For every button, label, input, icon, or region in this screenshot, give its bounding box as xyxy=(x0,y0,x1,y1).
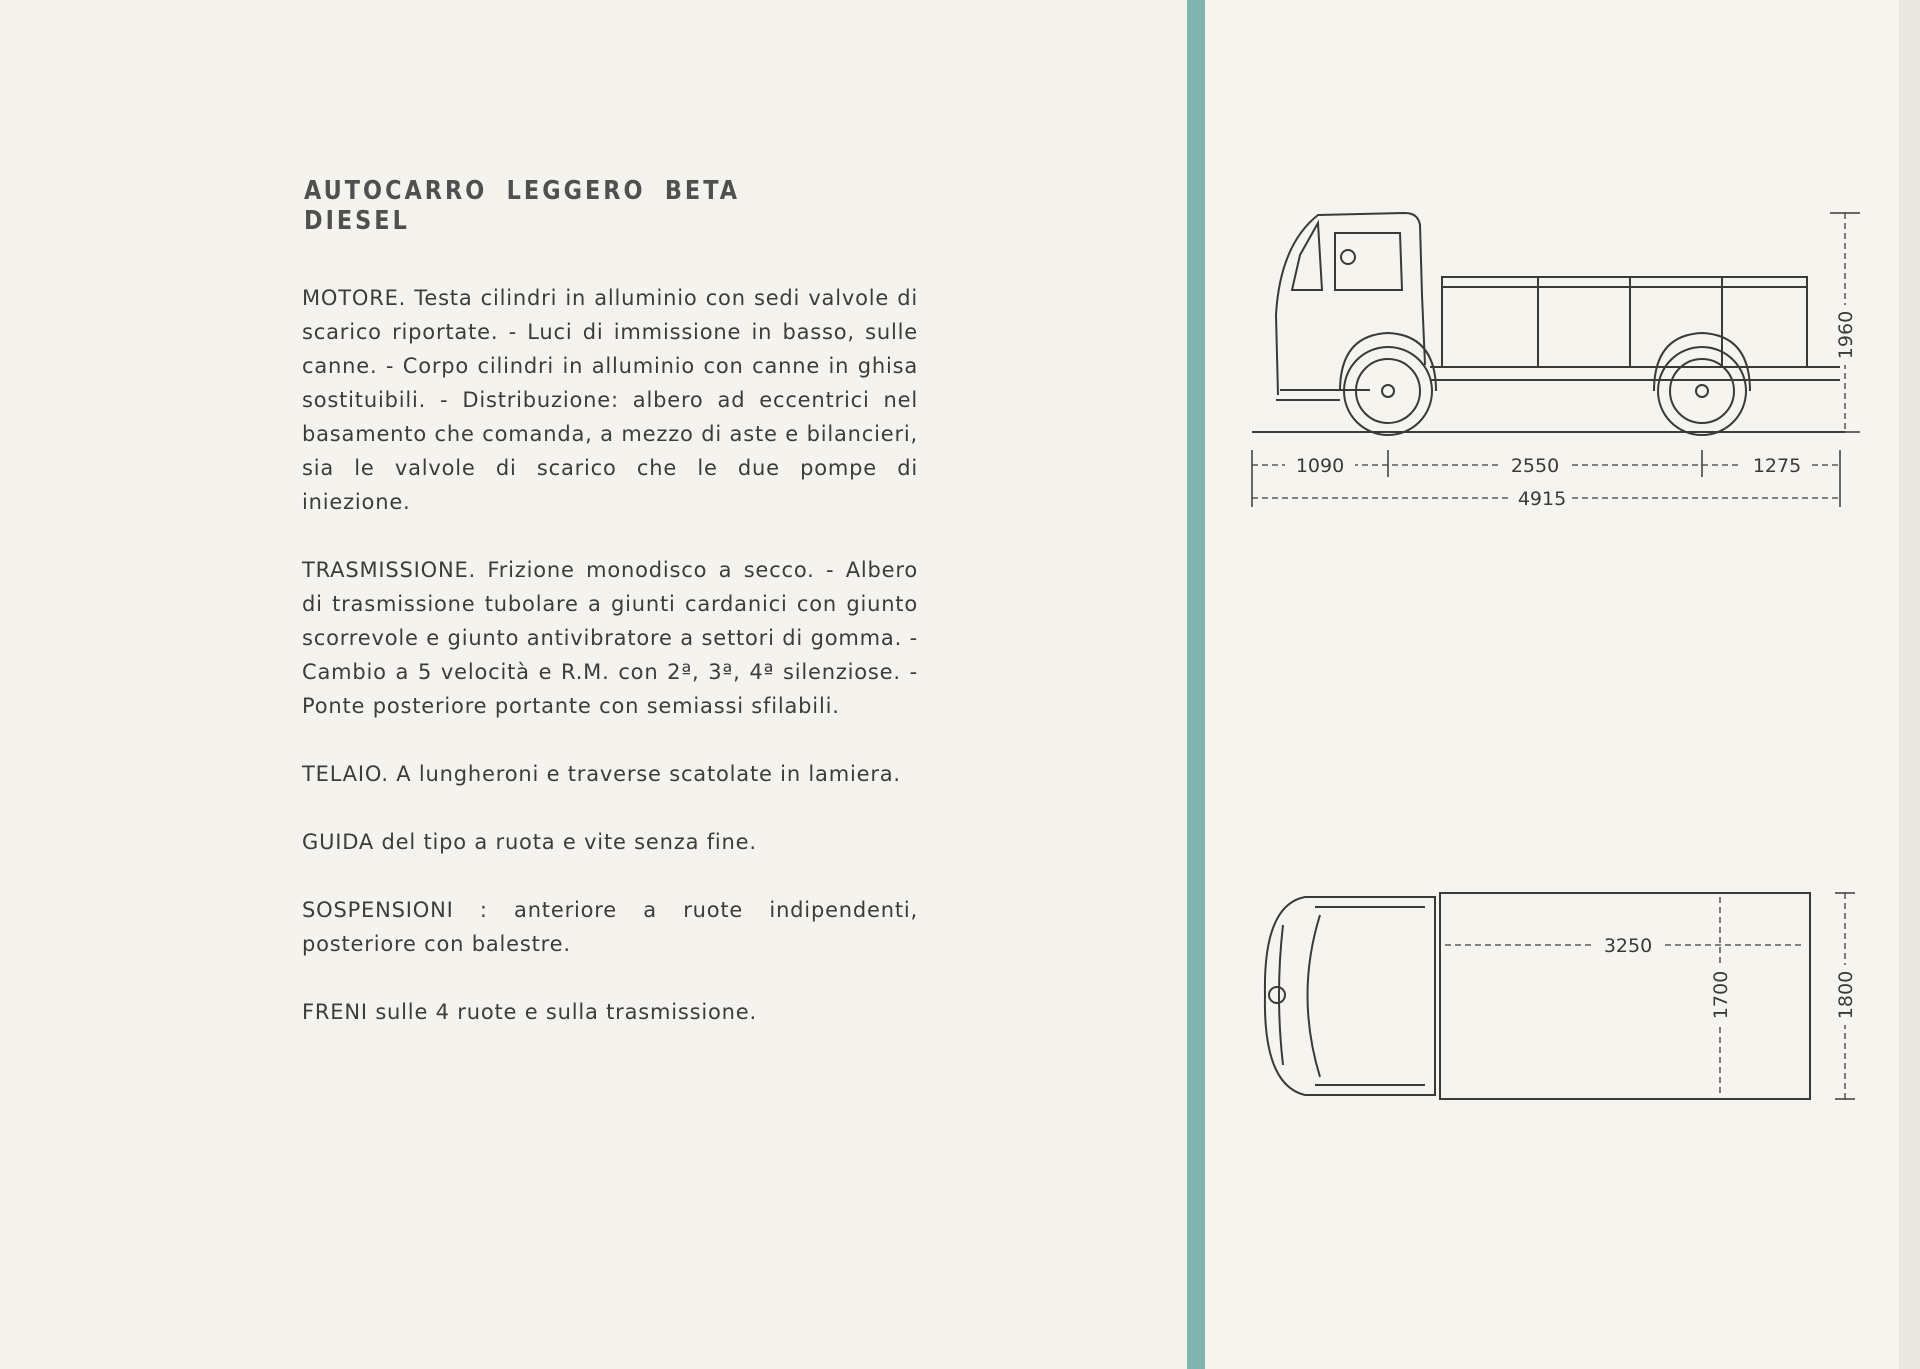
spec-motore-text: Testa cilindri in alluminio con sedi valvole di scarico riportate. - Luci di immissione in basso, sulle canne. - Corpo cilindri in alluminio con canne in ghisa sostituibili. - Distribuzione: albero ad eccentrici nel basamento che comanda, a mezzo di aste e bilancieri, sia le valvole di scarico che le due pompe di iniezione. xyxy=(302,286,918,514)
hood-line xyxy=(1279,925,1283,1065)
dim-rear-overhang: 1275 xyxy=(1752,455,1802,477)
dim-overall-width: 1800 xyxy=(1835,970,1857,1020)
spec-freni-text: sulle 4 ruote e sulla trasmissione. xyxy=(367,1000,757,1024)
teal-stripe xyxy=(1187,0,1205,1369)
side-window xyxy=(1335,233,1402,290)
side-view-drawing xyxy=(1240,195,1880,525)
spec-telaio-text: A lungheroni e traverse scatolate in lamiera. xyxy=(388,762,901,786)
dim-body-width: 1700 xyxy=(1710,970,1732,1020)
rear-wheel-tire xyxy=(1658,347,1746,435)
side-view-svg xyxy=(1240,195,1880,525)
dim-overall-length: 4915 xyxy=(1517,488,1567,510)
cab-top-outline xyxy=(1265,897,1435,1095)
spec-guida-label: GUIDA xyxy=(302,830,375,854)
spec-trasmissione-label: TRASMISSIONE. xyxy=(302,558,477,582)
spec-freni xyxy=(302,995,918,1029)
top-view-svg xyxy=(1255,885,1875,1125)
spec-text xyxy=(302,281,918,1063)
dim-height: 1960 xyxy=(1835,310,1857,360)
spec-trasmissione-text: Frizione monodisco a secco. - Albero di trasmissione tubolare a giunti cardanici con giunto scorrevole e giunto antivibratore a settori di gomma. - Cambio a 5 velocità e R.M. con 2ª, 3ª, 4ª silenziose. - Ponte posteriore portante con semiassi sfilabili. xyxy=(302,558,918,718)
front-emblem xyxy=(1269,987,1285,1003)
page-edge xyxy=(1899,0,1920,1369)
spec-sospensioni-text: anteriore a ruote indipendenti, posteriore con balestre. xyxy=(302,898,919,956)
spec-sospensioni-label: SOSPENSIONI : xyxy=(302,898,488,922)
rear-wheel-rim xyxy=(1670,359,1734,423)
spec-guida xyxy=(302,825,918,859)
windshield-top xyxy=(1308,915,1321,1077)
spec-sospensioni xyxy=(302,893,918,961)
dim-front-overhang: 1090 xyxy=(1295,455,1345,477)
dim-wheelbase: 2550 xyxy=(1510,455,1560,477)
cab-roof-lines xyxy=(1315,907,1425,1085)
mirror xyxy=(1341,250,1355,264)
windshield xyxy=(1292,223,1322,290)
top-view-drawing xyxy=(1255,885,1875,1125)
spec-freni-label: FRENI xyxy=(302,1000,368,1024)
spec-telaio xyxy=(302,757,918,791)
spec-trasmissione xyxy=(302,553,918,723)
spec-motore xyxy=(302,281,918,519)
page-title: AUTOCARRO LEGGERO BETA DIESEL xyxy=(304,176,741,236)
dim-body-length: 3250 xyxy=(1603,935,1653,957)
spec-telaio-label: TELAIO. xyxy=(302,762,389,786)
front-wheel-hub xyxy=(1382,385,1394,397)
spec-motore-label: MOTORE. xyxy=(302,286,407,310)
cargo-bed xyxy=(1442,277,1807,367)
cargo-bed-top xyxy=(1440,893,1810,1099)
rear-wheel-hub xyxy=(1696,385,1708,397)
spec-guida-text: del tipo a ruota e vite senza fine. xyxy=(374,830,757,854)
